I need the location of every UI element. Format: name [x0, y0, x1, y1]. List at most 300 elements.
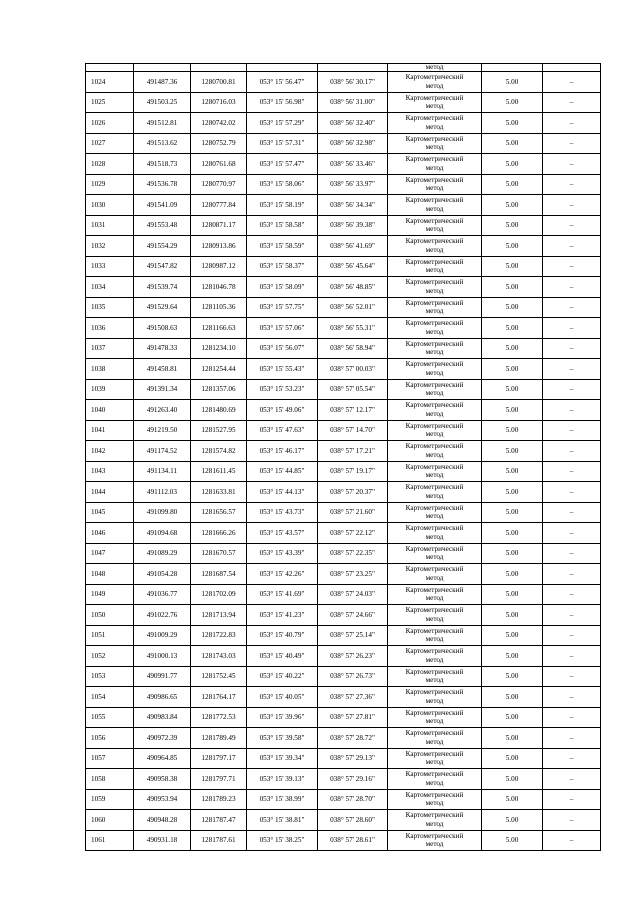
longitude-cell: 038° 56' 31.00"	[318, 92, 388, 113]
table-row	[86, 707, 601, 728]
method-label-line2: метод	[425, 409, 444, 418]
method-label-line1: Картометрический	[405, 770, 464, 779]
method-label-line1: Картометрический	[405, 175, 464, 184]
y-coordinate-cell: 1280752.79	[191, 133, 247, 154]
y-coordinate-cell: 1281105.36	[191, 297, 247, 318]
accuracy-cell: 5.00	[482, 195, 543, 216]
method-cell	[388, 133, 482, 154]
notes-cell: –	[543, 687, 601, 708]
y-coordinate-cell: 1281713.94	[191, 605, 247, 626]
notes-cell: –	[543, 195, 601, 216]
y-coordinate-cell: 1280987.12	[191, 256, 247, 277]
longitude-cell: 038° 57' 27.36"	[318, 687, 388, 708]
y-coordinate-cell: 1281656.57	[191, 502, 247, 523]
method-label-line2: метод	[425, 225, 444, 234]
method-label-line1: Картометрический	[405, 155, 464, 164]
method-cell	[388, 420, 482, 441]
y-coordinate-cell: 1281670.57	[191, 543, 247, 564]
table-row	[86, 154, 601, 175]
y-coordinate-cell: 1281797.71	[191, 769, 247, 790]
table-cell	[191, 64, 247, 72]
longitude-cell: 038° 57' 24.66"	[318, 605, 388, 626]
latitude-cell: 053° 15' 40.49"	[247, 646, 318, 667]
table-cell	[134, 64, 191, 72]
table-row	[86, 830, 601, 851]
latitude-cell: 053° 15' 39.34"	[247, 748, 318, 769]
y-coordinate-cell: 1281527.95	[191, 420, 247, 441]
table-row	[86, 256, 601, 277]
method-label-line1: Картометрический	[405, 544, 464, 553]
accuracy-cell: 5.00	[482, 400, 543, 421]
point-number-cell: 1033	[86, 256, 134, 277]
latitude-cell: 053° 15' 58.58"	[247, 215, 318, 236]
longitude-cell: 038° 57' 19.17"	[318, 461, 388, 482]
method-cell	[388, 113, 482, 134]
method-cell	[388, 277, 482, 298]
method-label-line2: метод	[425, 204, 444, 213]
method-label-line1: Картометрический	[405, 380, 464, 389]
method-cell	[388, 461, 482, 482]
method-label-line2: метод	[425, 245, 444, 254]
method-label-line1: Картометрический	[405, 278, 464, 287]
method-cell	[388, 215, 482, 236]
accuracy-cell: 5.00	[482, 92, 543, 113]
method-label-line1: Картометрический	[405, 626, 464, 635]
notes-cell: –	[543, 625, 601, 646]
table-row	[86, 646, 601, 667]
method-label-line2: метод	[425, 348, 444, 357]
method-label-line1: Картометрический	[405, 257, 464, 266]
method-label-line2: метод	[425, 81, 444, 90]
x-coordinate-cell: 491089.29	[134, 543, 191, 564]
method-label-line2: метод	[425, 819, 444, 828]
accuracy-cell: 5.00	[482, 687, 543, 708]
accuracy-cell: 5.00	[482, 441, 543, 462]
latitude-cell: 053° 15' 58.19"	[247, 195, 318, 216]
table-row	[86, 769, 601, 790]
table-row	[86, 133, 601, 154]
latitude-cell: 053° 15' 58.37"	[247, 256, 318, 277]
point-number-cell: 1061	[86, 830, 134, 851]
accuracy-cell: 5.00	[482, 646, 543, 667]
method-cell	[388, 318, 482, 339]
table-row	[86, 174, 601, 195]
x-coordinate-cell: 491174.52	[134, 441, 191, 462]
latitude-cell: 053° 15' 58.59"	[247, 236, 318, 257]
notes-cell: –	[543, 338, 601, 359]
method-label-line1: Картометрический	[405, 524, 464, 533]
latitude-cell: 053° 15' 40.79"	[247, 625, 318, 646]
method-label-line1: Картометрический	[405, 73, 464, 82]
y-coordinate-cell: 1280777.84	[191, 195, 247, 216]
x-coordinate-cell: 490964.85	[134, 748, 191, 769]
accuracy-cell: 5.00	[482, 830, 543, 851]
notes-cell: –	[543, 666, 601, 687]
method-label-line2: метод	[425, 676, 444, 685]
x-coordinate-cell: 491536.78	[134, 174, 191, 195]
latitude-cell: 053° 15' 43.57"	[247, 523, 318, 544]
point-number-cell: 1051	[86, 625, 134, 646]
longitude-cell: 038° 57' 21.60"	[318, 502, 388, 523]
method-cell	[388, 482, 482, 503]
method-label-line2: метод	[425, 737, 444, 746]
point-number-cell: 1032	[86, 236, 134, 257]
table-row	[86, 297, 601, 318]
point-number-cell: 1026	[86, 113, 134, 134]
notes-cell: –	[543, 441, 601, 462]
table-row	[86, 625, 601, 646]
method-label-line1: Картометрический	[405, 708, 464, 717]
notes-cell: –	[543, 154, 601, 175]
longitude-cell: 038° 56' 32.98"	[318, 133, 388, 154]
longitude-cell: 038° 56' 30.17"	[318, 72, 388, 93]
method-label-line2: метод	[425, 286, 444, 295]
longitude-cell: 038° 57' 28.70"	[318, 789, 388, 810]
y-coordinate-cell: 1281574.82	[191, 441, 247, 462]
accuracy-cell: 5.00	[482, 543, 543, 564]
y-coordinate-cell: 1281611.45	[191, 461, 247, 482]
accuracy-cell: 5.00	[482, 605, 543, 626]
x-coordinate-cell: 491263.40	[134, 400, 191, 421]
longitude-cell: 038° 57' 14.70"	[318, 420, 388, 441]
method-label-line2: метод	[425, 696, 444, 705]
accuracy-cell: 5.00	[482, 256, 543, 277]
method-label-line1: Картометрический	[405, 688, 464, 697]
method-label-line2: метод	[425, 717, 444, 726]
method-cell	[388, 748, 482, 769]
x-coordinate-cell: 491539.74	[134, 277, 191, 298]
method-label-line1: Картометрический	[405, 339, 464, 348]
latitude-cell: 053° 15' 40.05"	[247, 687, 318, 708]
method-cell	[388, 523, 482, 544]
method-label-line1: Картометрический	[405, 298, 464, 307]
accuracy-cell: 5.00	[482, 584, 543, 605]
point-number-cell: 1045	[86, 502, 134, 523]
longitude-cell: 038° 56' 52.01"	[318, 297, 388, 318]
x-coordinate-cell: 491099.80	[134, 502, 191, 523]
method-label-line1: Картометрический	[405, 93, 464, 102]
method-label-line2: метод	[425, 840, 444, 849]
x-coordinate-cell: 490958.38	[134, 769, 191, 790]
notes-cell: –	[543, 133, 601, 154]
point-number-cell: 1034	[86, 277, 134, 298]
point-number-cell: 1060	[86, 810, 134, 831]
method-cell	[388, 830, 482, 851]
method-label-line1: Картометрический	[405, 114, 464, 123]
method-cell	[388, 789, 482, 810]
table-row	[86, 338, 601, 359]
method-label-line2: метод	[425, 184, 444, 193]
table-row	[86, 195, 601, 216]
longitude-cell: 038° 57' 00.03"	[318, 359, 388, 380]
latitude-cell: 053° 15' 57.31"	[247, 133, 318, 154]
method-cell	[388, 154, 482, 175]
table-row	[86, 215, 601, 236]
notes-cell: –	[543, 769, 601, 790]
point-number-cell: 1043	[86, 461, 134, 482]
method-label-line1: Картометрический	[405, 831, 464, 840]
method-cell	[388, 666, 482, 687]
method-cell	[388, 646, 482, 667]
accuracy-cell: 5.00	[482, 789, 543, 810]
longitude-cell: 038° 57' 28.61"	[318, 830, 388, 851]
method-label-line1: Картометрический	[405, 237, 464, 246]
latitude-cell: 053° 15' 58.06"	[247, 174, 318, 195]
longitude-cell: 038° 57' 20.37"	[318, 482, 388, 503]
point-number-cell: 1049	[86, 584, 134, 605]
y-coordinate-cell: 1280761.68	[191, 154, 247, 175]
notes-cell: –	[543, 174, 601, 195]
y-coordinate-cell: 1281234.10	[191, 338, 247, 359]
notes-cell: –	[543, 277, 601, 298]
table-cell	[247, 64, 318, 72]
notes-cell: –	[543, 113, 601, 134]
longitude-cell: 038° 56' 58.94"	[318, 338, 388, 359]
point-number-cell: 1057	[86, 748, 134, 769]
accuracy-cell: 5.00	[482, 277, 543, 298]
accuracy-cell: 5.00	[482, 769, 543, 790]
longitude-cell: 038° 57' 29.16"	[318, 769, 388, 790]
point-number-cell: 1055	[86, 707, 134, 728]
y-coordinate-cell: 1281789.49	[191, 728, 247, 749]
method-label-line1: Картометрический	[405, 647, 464, 656]
method-cell	[388, 174, 482, 195]
method-cell	[388, 707, 482, 728]
table-row	[86, 400, 601, 421]
method-label-line1: Картометрический	[405, 134, 464, 143]
method-label-line2: метод	[425, 102, 444, 111]
accuracy-cell: 5.00	[482, 748, 543, 769]
method-cell	[388, 72, 482, 93]
method-label-line1: Картометрический	[405, 811, 464, 820]
latitude-cell: 053° 15' 43.73"	[247, 502, 318, 523]
notes-cell: –	[543, 543, 601, 564]
longitude-cell: 038° 57' 25.14"	[318, 625, 388, 646]
method-cell	[388, 297, 482, 318]
table-row	[86, 113, 601, 134]
method-label-line2: метод	[425, 573, 444, 582]
point-number-cell: 1030	[86, 195, 134, 216]
x-coordinate-cell: 490986.65	[134, 687, 191, 708]
point-number-cell: 1048	[86, 564, 134, 585]
method-cell	[388, 625, 482, 646]
y-coordinate-cell: 1281764.17	[191, 687, 247, 708]
method-label-line1: Картометрический	[405, 790, 464, 799]
method-cell	[388, 769, 482, 790]
method-cell	[388, 379, 482, 400]
table-row	[86, 359, 601, 380]
latitude-cell: 053° 15' 38.99"	[247, 789, 318, 810]
method-cell	[388, 236, 482, 257]
method-cell	[388, 728, 482, 749]
method-label-line2: метод	[425, 430, 444, 439]
method-label-line2: метод	[425, 471, 444, 480]
accuracy-cell: 5.00	[482, 113, 543, 134]
table-row	[86, 748, 601, 769]
accuracy-cell: 5.00	[482, 236, 543, 257]
longitude-cell: 038° 57' 26.73"	[318, 666, 388, 687]
accuracy-cell: 5.00	[482, 72, 543, 93]
notes-cell: –	[543, 256, 601, 277]
latitude-cell: 053° 15' 56.98"	[247, 92, 318, 113]
x-coordinate-cell: 491512.81	[134, 113, 191, 134]
method-label-line2: метод	[425, 143, 444, 152]
notes-cell: –	[543, 707, 601, 728]
latitude-cell: 053° 15' 46.17"	[247, 441, 318, 462]
table-row	[86, 502, 601, 523]
accuracy-cell: 5.00	[482, 625, 543, 646]
longitude-cell: 038° 56' 33.46"	[318, 154, 388, 175]
accuracy-cell: 5.00	[482, 297, 543, 318]
method-label-line1: Картометрический	[405, 319, 464, 328]
table-row	[86, 564, 601, 585]
method-label-line2: метод	[425, 389, 444, 398]
table-row	[86, 543, 601, 564]
method-label-line1: Картометрический	[405, 667, 464, 676]
notes-cell: –	[543, 523, 601, 544]
notes-cell: –	[543, 236, 601, 257]
x-coordinate-cell: 490948.28	[134, 810, 191, 831]
x-coordinate-cell: 491513.62	[134, 133, 191, 154]
longitude-cell: 038° 57' 05.54"	[318, 379, 388, 400]
table-row	[86, 810, 601, 831]
table-cell	[482, 64, 543, 72]
x-coordinate-cell: 491547.82	[134, 256, 191, 277]
method-cell	[388, 359, 482, 380]
notes-cell: –	[543, 830, 601, 851]
point-number-cell: 1028	[86, 154, 134, 175]
notes-cell: –	[543, 92, 601, 113]
accuracy-cell: 5.00	[482, 318, 543, 339]
method-cell	[388, 400, 482, 421]
notes-cell: –	[543, 359, 601, 380]
point-number-cell: 1035	[86, 297, 134, 318]
method-cell	[388, 810, 482, 831]
notes-cell: –	[543, 461, 601, 482]
x-coordinate-cell: 491478.33	[134, 338, 191, 359]
table-row	[86, 236, 601, 257]
y-coordinate-cell: 1281633.81	[191, 482, 247, 503]
point-number-cell: 1058	[86, 769, 134, 790]
point-number-cell: 1053	[86, 666, 134, 687]
y-coordinate-cell: 1280700.81	[191, 72, 247, 93]
point-number-cell: 1041	[86, 420, 134, 441]
x-coordinate-cell: 491036.77	[134, 584, 191, 605]
table-row	[86, 789, 601, 810]
x-coordinate-cell: 491134.11	[134, 461, 191, 482]
longitude-cell: 038° 56' 33.97"	[318, 174, 388, 195]
x-coordinate-cell: 491094.68	[134, 523, 191, 544]
accuracy-cell: 5.00	[482, 133, 543, 154]
point-number-cell: 1059	[86, 789, 134, 810]
method-label-line2: метод	[425, 532, 444, 541]
x-coordinate-cell: 491518.73	[134, 154, 191, 175]
method-label-line1: Картометрический	[405, 442, 464, 451]
point-number-cell: 1024	[86, 72, 134, 93]
accuracy-cell: 5.00	[482, 359, 543, 380]
x-coordinate-cell: 491458.81	[134, 359, 191, 380]
latitude-cell: 053° 15' 56.47"	[247, 72, 318, 93]
point-number-cell: 1025	[86, 92, 134, 113]
point-number-cell: 1029	[86, 174, 134, 195]
point-number-cell: 1046	[86, 523, 134, 544]
y-coordinate-cell: 1281743.03	[191, 646, 247, 667]
point-number-cell: 1050	[86, 605, 134, 626]
y-coordinate-cell: 1281666.26	[191, 523, 247, 544]
method-label-line2: метод	[425, 122, 444, 131]
longitude-cell: 038° 56' 32.40"	[318, 113, 388, 134]
method-label-line2: метод	[425, 307, 444, 316]
table-row	[86, 728, 601, 749]
x-coordinate-cell: 491219.50	[134, 420, 191, 441]
longitude-cell: 038° 57' 28.60"	[318, 810, 388, 831]
method-label-line1: Картометрический	[405, 401, 464, 410]
notes-cell: –	[543, 728, 601, 749]
accuracy-cell: 5.00	[482, 154, 543, 175]
x-coordinate-cell: 491000.13	[134, 646, 191, 667]
method-label-line2: метод	[425, 368, 444, 377]
y-coordinate-cell: 1280742.02	[191, 113, 247, 134]
notes-cell: –	[543, 379, 601, 400]
method-cell	[388, 502, 482, 523]
x-coordinate-cell: 490953.94	[134, 789, 191, 810]
method-cell: метод	[388, 64, 482, 72]
accuracy-cell: 5.00	[482, 338, 543, 359]
method-label-line2: метод	[425, 758, 444, 767]
method-label-line2: метод	[425, 635, 444, 644]
longitude-cell: 038° 56' 34.34"	[318, 195, 388, 216]
table-row	[86, 441, 601, 462]
table-row	[86, 482, 601, 503]
latitude-cell: 053° 15' 57.06"	[247, 318, 318, 339]
y-coordinate-cell: 1281702.09	[191, 584, 247, 605]
y-coordinate-cell: 1280770.97	[191, 174, 247, 195]
notes-cell: –	[543, 215, 601, 236]
latitude-cell: 053° 15' 44.13"	[247, 482, 318, 503]
latitude-cell: 053° 15' 57.29"	[247, 113, 318, 134]
method-label-line1: Картометрический	[405, 503, 464, 512]
method-label-line2: метод	[425, 614, 444, 623]
method-cell	[388, 441, 482, 462]
method-label-line1: Картометрический	[405, 483, 464, 492]
method-cell	[388, 543, 482, 564]
y-coordinate-cell: 1281687.54	[191, 564, 247, 585]
point-number-cell: 1031	[86, 215, 134, 236]
x-coordinate-cell: 491529.64	[134, 297, 191, 318]
longitude-cell: 038° 57' 17.21"	[318, 441, 388, 462]
point-number-cell: 1044	[86, 482, 134, 503]
y-coordinate-cell: 1281752.45	[191, 666, 247, 687]
accuracy-cell: 5.00	[482, 810, 543, 831]
x-coordinate-cell: 491541.09	[134, 195, 191, 216]
method-label-line1: Картометрический	[405, 729, 464, 738]
latitude-cell: 053° 15' 44.85"	[247, 461, 318, 482]
x-coordinate-cell: 491391.34	[134, 379, 191, 400]
notes-cell: –	[543, 605, 601, 626]
y-coordinate-cell: 1280716.03	[191, 92, 247, 113]
y-coordinate-cell: 1281166.63	[191, 318, 247, 339]
longitude-cell: 038° 56' 39.38"	[318, 215, 388, 236]
longitude-cell: 038° 57' 12.17"	[318, 400, 388, 421]
notes-cell: –	[543, 297, 601, 318]
latitude-cell: 053° 15' 39.96"	[247, 707, 318, 728]
x-coordinate-cell: 491553.48	[134, 215, 191, 236]
notes-cell: –	[543, 502, 601, 523]
method-label-line2: метод	[425, 655, 444, 664]
point-number-cell: 1056	[86, 728, 134, 749]
notes-cell: –	[543, 646, 601, 667]
y-coordinate-cell: 1281046.78	[191, 277, 247, 298]
